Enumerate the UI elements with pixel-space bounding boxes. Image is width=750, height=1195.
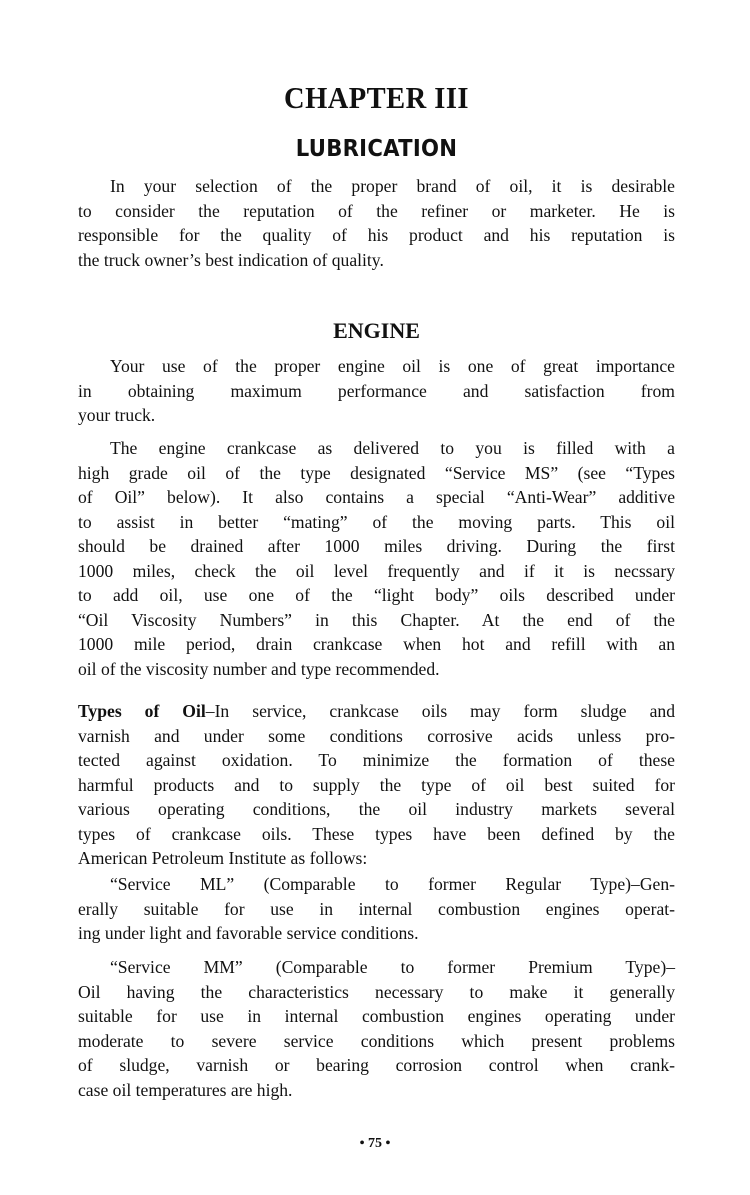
text-line: case oil temperatures are high. (78, 1079, 293, 1100)
text-line: American Petroleum Institute as follows: (78, 848, 368, 868)
text-line: varnish and under some conditions corrosive acids unless pro- (78, 725, 675, 746)
text-line: harmful products and to supply the type of oil best suited for (78, 774, 675, 795)
text-line: “Service MM” (Comparable to former Premium Type)– (110, 957, 675, 977)
text-line: of sludge, varnish or bearing corrosion control when crank- (78, 1055, 675, 1075)
run-in-heading: Types of Oil (78, 701, 206, 721)
text-line: of Oil” below). It also contains a special “Anti-Wear” additive (78, 487, 675, 507)
text-line: 1000 mile period, drain crankcase when hot and refill with an (78, 634, 675, 654)
text-line: Oil having the characteristics necessary to make it generally (78, 981, 675, 1002)
intro-paragraph (78, 174, 675, 272)
types-of-oil-paragraph (78, 699, 675, 871)
service-mm-paragraph (78, 955, 675, 1102)
text-line: The engine crankcase as delivered to you is filled with a (110, 438, 675, 458)
text-line: your truck. (78, 405, 156, 425)
text-line: oil of the viscosity number and type recommended. (78, 658, 440, 679)
text-line: high grade oil of the type designated “Service MS” (see “Types (78, 462, 675, 483)
text-line: In your selection of the proper brand of oil, it is desirable (110, 176, 675, 196)
text-line: “Service ML” (Comparable to former Regular Type)–Gen- (110, 874, 675, 894)
text-line: the truck owner’s best indication of quality. (78, 249, 384, 270)
text-run: –In service, crankcase oils may form sludge and (205, 701, 675, 721)
text-line: 1000 miles, check the oil level frequently and if it is necssary (78, 560, 675, 581)
chapter-title: CHAPTER III (284, 80, 469, 115)
text-line: erally suitable for use in internal combustion engines operat- (78, 898, 675, 919)
text-line (78, 699, 675, 724)
text-line: types of crankcase oils. These types have been defined by the (78, 823, 675, 844)
engine-paragraph-1 (78, 354, 675, 428)
service-ml-paragraph (78, 872, 675, 946)
text-line: responsible for the quality of his product and his reputation is (78, 225, 675, 245)
text-line: various operating conditions, the oil industry markets several (78, 799, 675, 819)
text-line: in obtaining maximum performance and satisfaction from (78, 380, 675, 401)
text-line: moderate to severe service conditions which present problems (78, 1030, 675, 1051)
engine-paragraph-2 (78, 436, 675, 681)
text-line: Your use of the proper engine oil is one of great importance (110, 356, 675, 376)
text-line: “Oil Viscosity Numbers” in this Chapter. At the end of the (78, 609, 675, 630)
engine-heading: ENGINE (333, 318, 420, 343)
text-line: to assist in better “mating” of the moving parts. This oil (78, 511, 675, 532)
text-line: ing under light and favorable service conditions. (78, 923, 419, 943)
text-line: to add oil, use one of the “light body” oils described under (78, 585, 675, 605)
page-number: • 75 • (359, 1136, 391, 1151)
section-title: LUBRICATION (295, 136, 458, 162)
text-line: to consider the reputation of the refiner or marketer. He is (78, 200, 675, 221)
text-line: should be drained after 1000 miles driving. During the first (78, 536, 675, 556)
text-line: suitable for use in internal combustion engines operating under (78, 1006, 675, 1026)
text-line: tected against oxidation. To minimize the formation of these (78, 750, 675, 770)
